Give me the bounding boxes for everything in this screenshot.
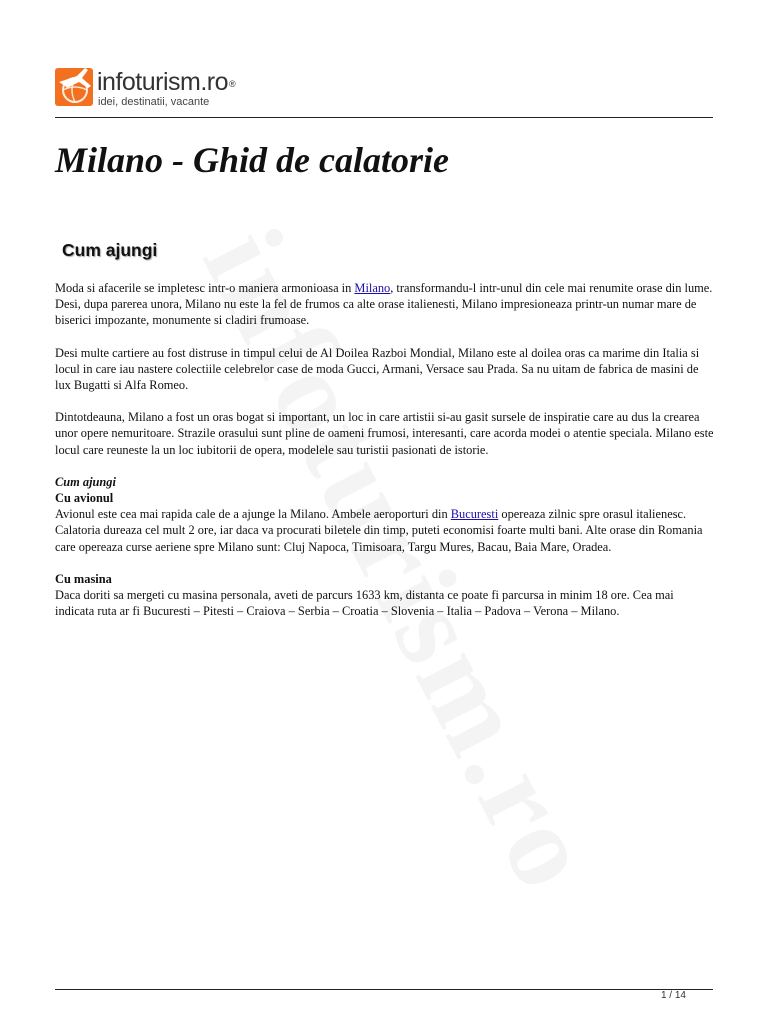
subheading-how-to-get: Cum ajungi bbox=[55, 474, 116, 489]
paragraph-text: opereaza zilnic spre orasul italienesc. Calatoria dureaza cel mult 2 ore, iar daca va procurati biletele din timp, puteti economisi foarte multi bani. Alte orase din Romania care opereaza curse aeriene spre Milano sunt: Cluj Napoca, Timisoara, Targu Mures, Bacau, Baia Mare, Oradea. bbox=[55, 507, 703, 554]
site-logo[interactable] bbox=[55, 64, 295, 112]
page-number: 1 / 14 bbox=[660, 990, 686, 1001]
header-divider bbox=[55, 117, 713, 118]
paragraph-culture: Dintotdeauna, Milano a fost un oras bogat si important, un loc in care artistii si-au gasit sursele de inspiratie care au dus la crearea unor opere nemuritoare. Strazile orasului sunt pline de oameni frumosi, interesanti, care acorda modei o atentie speciala. Milano este locul care reuneste la un loc iubitorii de opera, modelele sau turistii pasionati de istorie. bbox=[55, 410, 714, 457]
page-title: Milano - Ghid de calatorie bbox=[55, 140, 449, 180]
paragraph-text: Moda si afacerile se impletesc intr-o maniera armonioasa in bbox=[55, 281, 355, 295]
article-body bbox=[55, 280, 715, 635]
subheading-plane: Cu avionul bbox=[55, 491, 114, 506]
how-to-get-plane bbox=[55, 474, 715, 555]
logo-tagline: idei, destinatii, vacante bbox=[98, 96, 210, 108]
section-title: Cum ajungi bbox=[62, 240, 158, 260]
paragraph-text: , transformandu-l intr-unul din cele mai renumite orase din lume. Desi, dupa parerea unora, Milano nu este la fel de frumos ca alte orase italienesti, Milano impresioneaza printr-un numar mare de biserici impozante, monumente si cladiri frumoase. bbox=[55, 281, 713, 328]
bucuresti-link[interactable]: Bucuresti bbox=[450, 507, 499, 522]
paragraph-intro bbox=[55, 280, 715, 329]
registered-mark: ® bbox=[229, 79, 236, 89]
paragraph-text: Daca doriti sa mergeti cu masina personala, aveti de parcurs 1633 km, distanta ce poate fi parcursa in minim 18 ore. Cea mai indicata ruta ar fi Bucuresti – Pitesti – Craiova – Serbia – Croatia – Slovenia – Italia – Padova – Verona – Milano. bbox=[55, 588, 674, 619]
paragraph-text: Avionul este cea mai rapida cale de a ajunge la Milano. Ambele aeroporturi din bbox=[55, 507, 451, 522]
paragraph-history: Desi multe cartiere au fost distruse in timpul celui de Al Doilea Razboi Mondial, Milano este al doilea oras ca marime din Italia si locul in care iau nastere colectiile celebrelor case de moda Gucci, Armani, Versace sau Prada. Sa nu uitam de fabrica de masini de lux Bugatti si Alfa Romeo. bbox=[55, 345, 700, 393]
how-to-get-car bbox=[55, 571, 715, 620]
logo-name bbox=[97, 69, 235, 95]
airplane-globe-icon bbox=[55, 64, 95, 108]
subheading-car: Cu masina bbox=[55, 571, 112, 586]
milano-link[interactable]: Milano bbox=[354, 281, 391, 295]
footer-divider bbox=[55, 989, 713, 990]
logo-name-text: infoturism.ro bbox=[97, 68, 229, 96]
